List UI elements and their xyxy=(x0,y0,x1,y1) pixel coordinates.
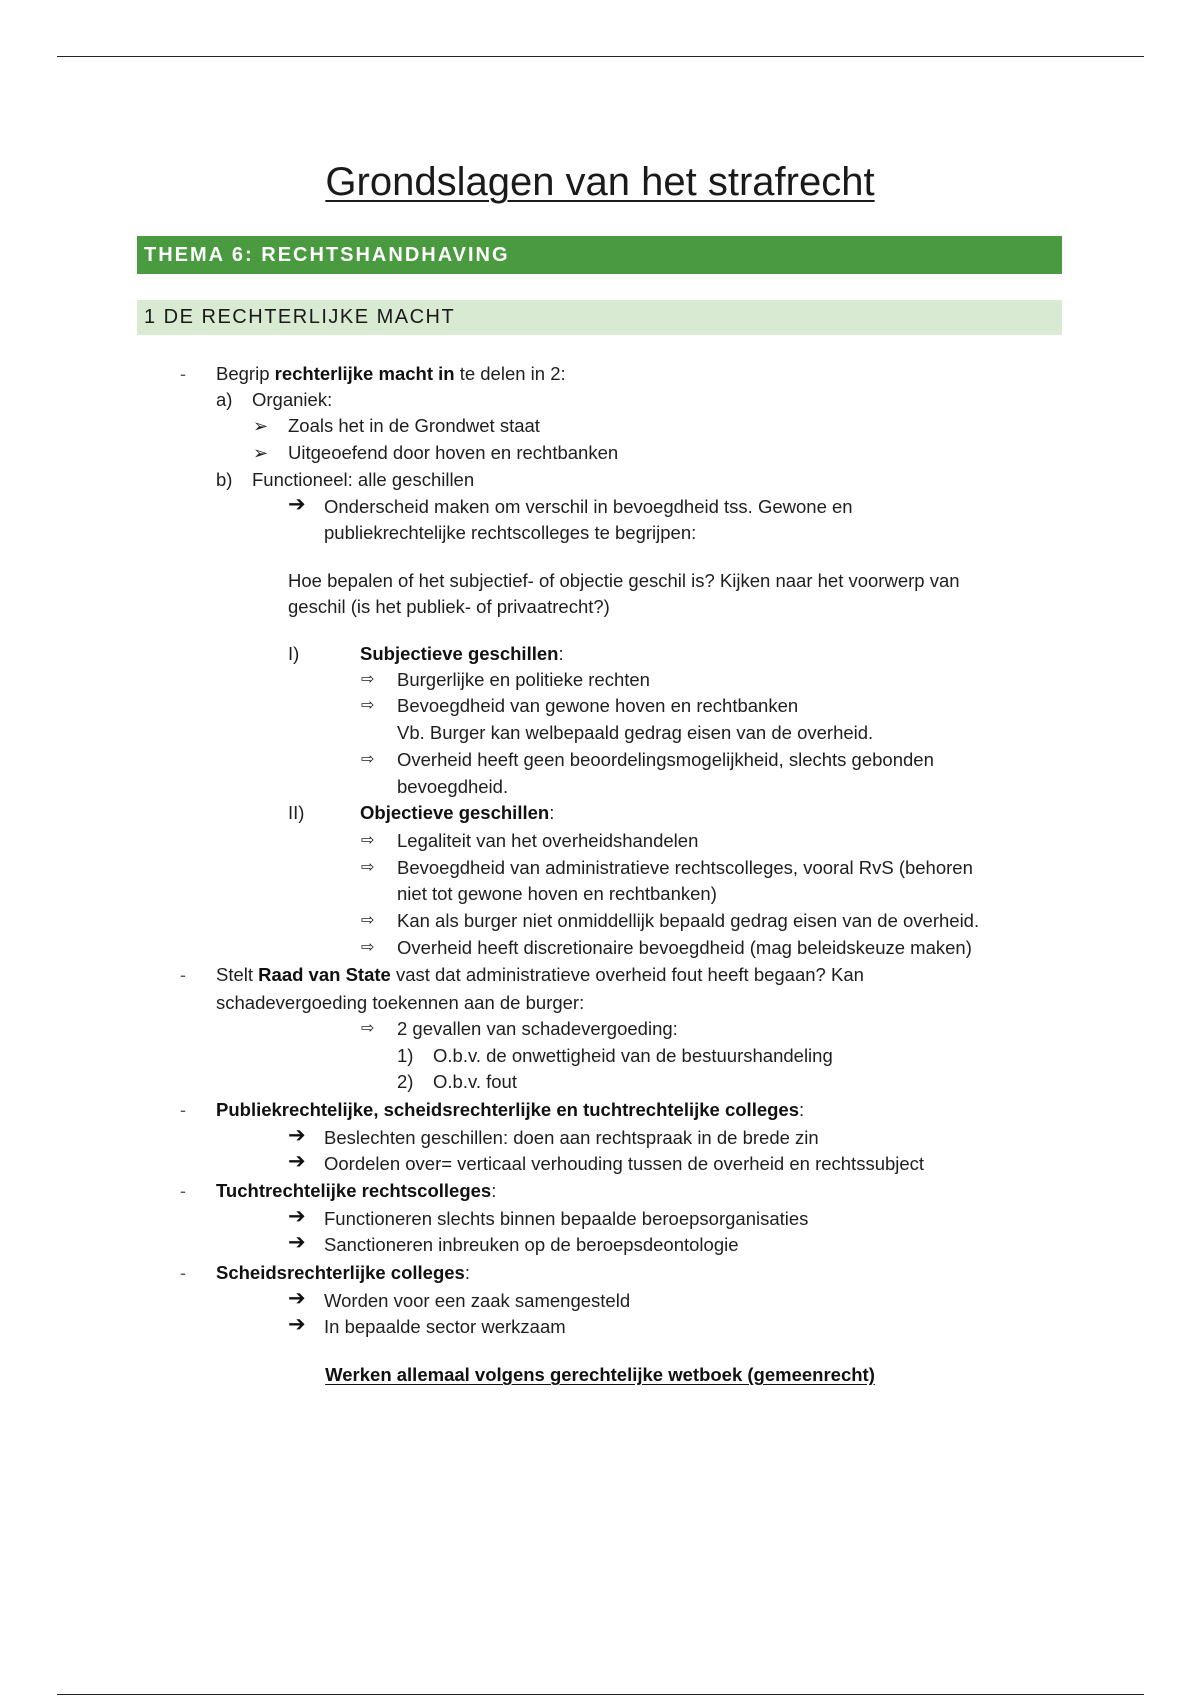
subjectieve-point-continuation: bevoegdheid. xyxy=(397,776,509,797)
case-marker: 2) xyxy=(397,1071,414,1092)
bold-arrow-icon: ➔ xyxy=(288,1205,306,1228)
scheids-point: Worden voor een zaak samengesteld xyxy=(324,1290,631,1311)
dash-bullet-icon: - xyxy=(180,1181,186,1201)
case-marker: 1) xyxy=(397,1045,414,1066)
open-arrow-icon: ⇨ xyxy=(361,1020,375,1037)
arrowhead-bullet-icon: ➢ xyxy=(253,443,269,463)
dash-bullet-icon: - xyxy=(180,1263,186,1283)
functioneel-note-line-1: Onderscheid maken om verschil in bevoegdheid tss. Gewone en xyxy=(324,496,853,517)
dash-bullet-icon: - xyxy=(180,1100,186,1120)
question-line-2: geschil (is het publiek- of privaatrecht?) xyxy=(288,596,610,617)
tucht-point: Sanctioneren inbreuken op de beroepsdeontologie xyxy=(324,1234,739,1255)
objectieve-point: Legaliteit van het overheidshandelen xyxy=(397,830,699,851)
subjectieve-point: Burgerlijke en politieke rechten xyxy=(397,669,650,690)
objectieve-point: Kan als burger niet onmiddellijk bepaald gedrag eisen van de overheid. xyxy=(397,910,980,931)
bold-arrow-icon: ➔ xyxy=(288,493,306,516)
bold-arrow-icon: ➔ xyxy=(288,1313,306,1336)
colleges-point: Oordelen over= verticaal verhouding tussen de overheid en rechtssubject xyxy=(324,1153,925,1174)
arrowhead-bullet-icon: ➢ xyxy=(253,416,269,436)
top-rule xyxy=(57,56,1144,57)
bullet-item-1: Begrip rechterlijke macht in te delen in 2: xyxy=(216,363,566,384)
subjectieve-point-continuation: Vb. Burger kan welbepaald gedrag eisen van de overheid. xyxy=(397,722,874,743)
open-arrow-icon: ⇨ xyxy=(361,751,375,768)
dash-bullet-icon: - xyxy=(180,364,186,384)
case-text: O.b.v. de onwettigheid van de bestuurshandeling xyxy=(433,1045,833,1066)
organiek-label: Organiek: xyxy=(252,389,333,410)
document-title: Grondslagen van het strafrecht xyxy=(325,160,875,204)
roman-marker-I: I) xyxy=(288,643,300,664)
open-arrow-icon: ⇨ xyxy=(361,939,375,956)
open-arrow-icon: ⇨ xyxy=(361,697,375,714)
open-arrow-icon: ⇨ xyxy=(361,671,375,688)
bullet-item-5: Scheidsrechterlijke colleges: xyxy=(216,1262,470,1283)
dash-bullet-icon: - xyxy=(180,965,186,985)
bullet-item-2-continuation: schadevergoeding toekennen aan de burger: xyxy=(216,992,585,1013)
open-arrow-icon: ⇨ xyxy=(361,832,375,849)
theme-header: THEMA 6: RECHTSHANDHAVING xyxy=(137,236,1062,274)
bottom-rule xyxy=(57,1694,1144,1695)
objectieve-point-continuation: niet tot gewone hoven en rechtbanken) xyxy=(397,883,717,904)
summary-note: Werken allemaal volgens gerechtelijke wetboek (gemeenrecht) xyxy=(325,1364,875,1385)
organiek-point-1: Zoals het in de Grondwet staat xyxy=(288,415,540,436)
bullet-item-3: Publiekrechtelijke, scheidsrechterlijke en tuchtrechtelijke colleges: xyxy=(216,1099,805,1120)
bold-arrow-icon: ➔ xyxy=(288,1231,306,1254)
subjectieve-heading: Subjectieve geschillen: xyxy=(360,643,564,664)
organiek-point-2: Uitgeoefend door hoven en rechtbanken xyxy=(288,442,619,463)
objectieve-point: Bevoegdheid van administratieve rechtscolleges, vooral RvS (behoren xyxy=(397,857,973,878)
scheids-point: In bepaalde sector werkzaam xyxy=(324,1316,566,1337)
tucht-point: Functioneren slechts binnen bepaalde beroepsorganisaties xyxy=(324,1208,809,1229)
sub-marker-a: a) xyxy=(216,389,233,410)
case-text: O.b.v. fout xyxy=(433,1071,517,1092)
bold-arrow-icon: ➔ xyxy=(288,1150,306,1173)
open-arrow-icon: ⇨ xyxy=(361,912,375,929)
objectieve-point: Overheid heeft discretionaire bevoegdheid (mag beleidskeuze maken) xyxy=(397,937,972,958)
objectieve-heading: Objectieve geschillen: xyxy=(360,802,555,823)
subjectieve-point: Bevoegdheid van gewone hoven en rechtbanken xyxy=(397,695,799,716)
bullet-item-2: Stelt Raad van State vast dat administratieve overheid fout heeft begaan? Kan xyxy=(216,964,864,985)
roman-marker-II: II) xyxy=(288,802,305,823)
bold-arrow-icon: ➔ xyxy=(288,1287,306,1310)
question-line-1: Hoe bepalen of het subjectief- of objectie geschil is? Kijken naar het voorwerp van xyxy=(288,570,960,591)
functioneel-note-line-2: publiekrechtelijke rechtscolleges te begrijpen: xyxy=(324,522,697,543)
sub-marker-b: b) xyxy=(216,469,233,490)
schadevergoeding-intro: 2 gevallen van schadevergoeding: xyxy=(397,1018,678,1039)
bullet-item-4: Tuchtrechtelijke rechtscolleges: xyxy=(216,1180,497,1201)
functioneel-label: Functioneel: alle geschillen xyxy=(252,469,475,490)
colleges-point: Beslechten geschillen: doen aan rechtspraak in de brede zin xyxy=(324,1127,819,1148)
subjectieve-point: Overheid heeft geen beoordelingsmogelijkheid, slechts gebonden xyxy=(397,749,934,770)
open-arrow-icon: ⇨ xyxy=(361,859,375,876)
section-header: 1 DE RECHTERLIJKE MACHT xyxy=(137,300,1062,335)
bold-arrow-icon: ➔ xyxy=(288,1124,306,1147)
